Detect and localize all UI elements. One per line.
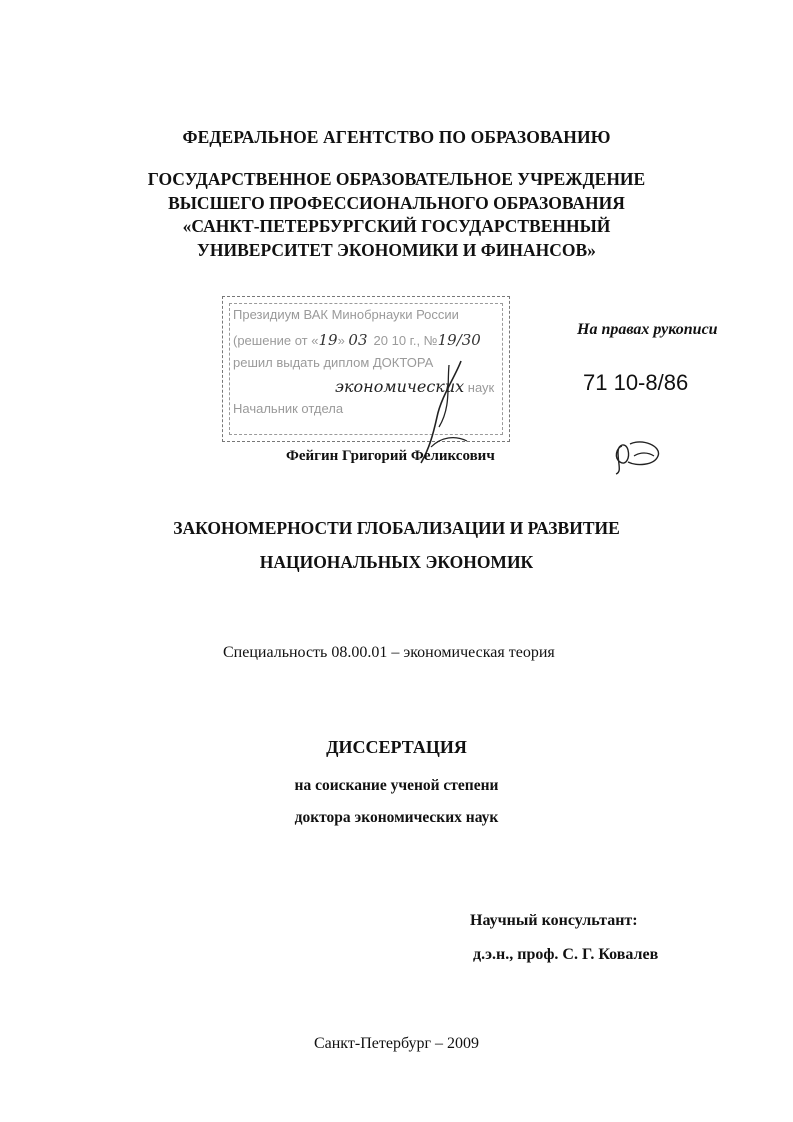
title-line: НАЦИОНАЛЬНЫХ ЭКОНОМИК — [259, 552, 534, 572]
institution-line: «САНКТ-ПЕТЕРБУРГСКИЙ ГОСУДАРСТВЕННЫЙ — [182, 216, 611, 236]
stamp-decision-day: 19 — [318, 331, 338, 349]
institution-line: УНИВЕРСИТЕТ ЭКОНОМИКИ И ФИНАНСОВ» — [197, 239, 596, 260]
stamp-decision-month: 03 — [348, 331, 368, 349]
stamp-line-1: Президиум ВАК Минобрнауки России — [233, 307, 459, 322]
ministry-heading: ФЕДЕРАЛЬНОЕ АГЕНТСТВО ПО ОБРАЗОВАНИЮ — [182, 127, 611, 147]
specialty: Специальность 08.00.01 – экономическая теория — [223, 644, 555, 661]
stamp-decision-prefix: (решение от « — [233, 333, 319, 348]
stamp-decision-year: 20 10 — [373, 333, 407, 348]
stamp-line-5: Начальник отдела — [233, 401, 344, 416]
stamp-decision-mid: » — [337, 333, 349, 348]
stamp-line-2 — [233, 331, 481, 349]
stamp-decision-num-label: г., № — [406, 333, 438, 348]
vak-stamp — [222, 296, 510, 442]
manuscript-code: 71 10-8/86 — [583, 370, 689, 395]
manuscript-rights: На правах рукописи — [577, 321, 718, 338]
consultant-name: д.э.н., проф. С. Г. Ковалев — [473, 946, 659, 963]
scientific-consultant — [470, 904, 658, 972]
stamp-handwritten-field: экономических — [335, 377, 465, 396]
author-name: Фейгин Григорий Феликсович — [286, 448, 495, 464]
stamp-line-3: решил выдать диплом ДОКТОРА — [233, 355, 434, 370]
stamp-decision-number: 19/30 — [437, 331, 481, 349]
institution-line: ГОСУДАРСТВЕННОЕ ОБРАЗОВАТЕЛЬНОЕ УЧРЕЖДЕНИЕ — [147, 169, 646, 189]
institution-line: ВЫСШЕГО ПРОФЕССИОНАЛЬНОГО ОБРАЗОВАНИЯ — [168, 192, 625, 213]
stamp-line-4-suffix: наук — [467, 380, 495, 395]
consultant-label: Научный консультант: — [470, 912, 638, 929]
author-signature-icon — [608, 436, 666, 476]
title-line: ЗАКОНОМЕРНОСТИ ГЛОБАЛИЗАЦИИ И РАЗВИТИЕ — [173, 518, 620, 538]
dissertation-title — [0, 511, 793, 579]
degree-line: на соискание ученой степени — [294, 777, 499, 794]
degree-line: доктора экономических наук — [294, 809, 499, 826]
dissertation-type: ДИССЕРТАЦИЯ — [326, 737, 467, 757]
institution-heading — [0, 168, 793, 262]
city-year: Санкт-Петербург – 2009 — [313, 1035, 480, 1052]
